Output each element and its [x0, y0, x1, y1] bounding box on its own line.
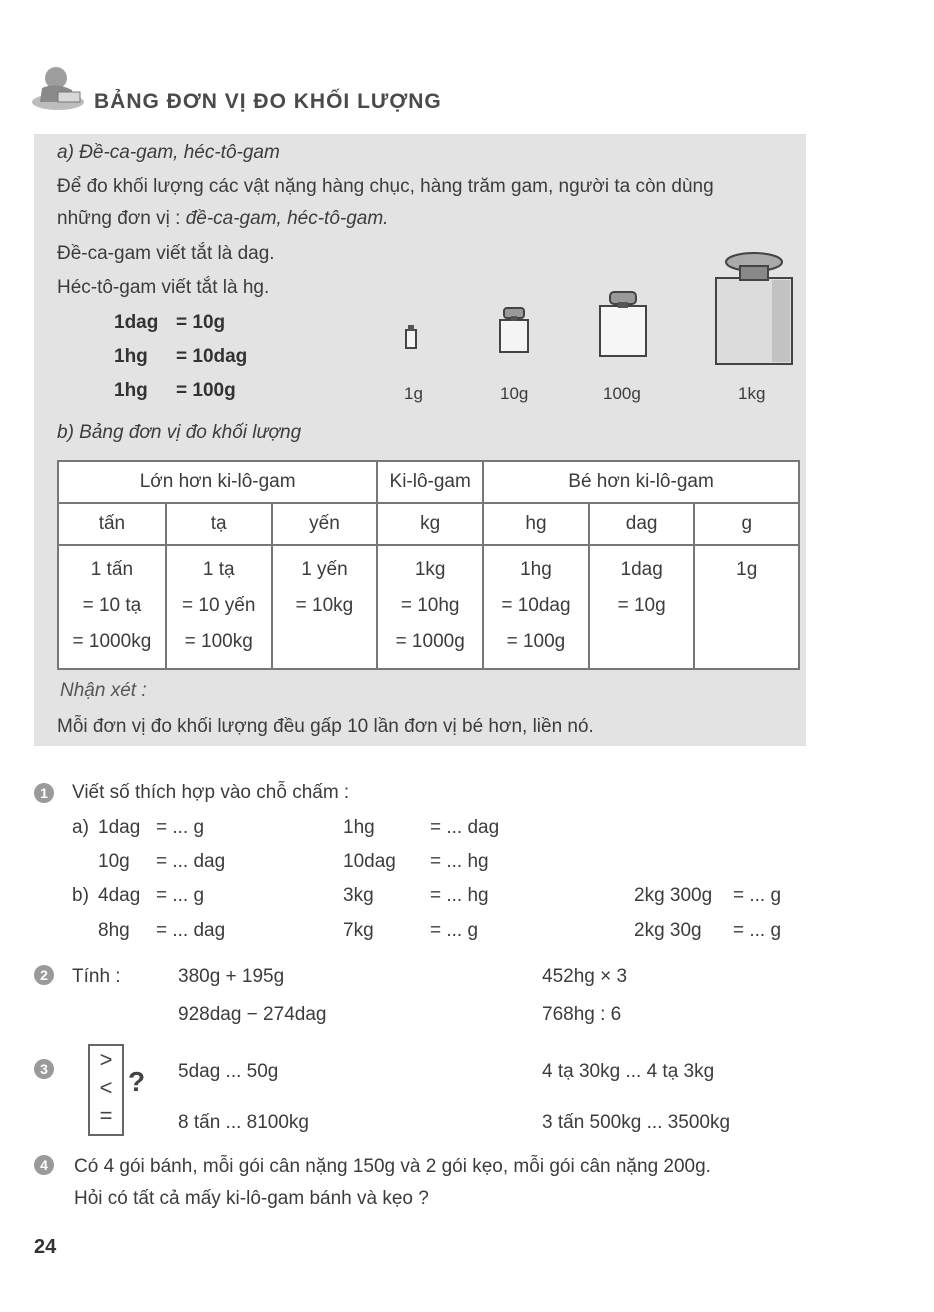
unit-header-ta: tạ [166, 503, 272, 545]
unit-values-tan [58, 545, 166, 669]
ex1-a-r2-c3: 10dag [343, 851, 396, 872]
ex1-b-r2-c4: = ... g [430, 920, 479, 941]
part-a-heading: a) Đề-ca-gam, héc-tô-gam [57, 142, 280, 163]
lesson-title: BẢNG ĐƠN VỊ ĐO KHỐI LƯỢNG [94, 90, 442, 113]
ex1-b-r1-c5: 2kg 300g [634, 885, 713, 906]
unit-values-ta [166, 545, 272, 669]
ex3-item-2: 4 tạ 30kg ... 4 tạ 3kg [542, 1061, 715, 1082]
value-line: = 1000g [395, 631, 465, 652]
unit-header-yen: yến [272, 503, 378, 545]
value-line: = 10g [617, 595, 666, 616]
ex3-item-3: 8 tấn ... 8100kg [178, 1112, 309, 1133]
symbol-greater: > [99, 1047, 113, 1072]
ex2-item-2: 452hg × 3 [542, 966, 628, 987]
eq3-right: = 100g [176, 380, 236, 401]
note-text: Mỗi đơn vị đo khối lượng đều gấp 10 lần đơn vị bé hơn, liền nó. [57, 716, 594, 737]
group-header-smaller: Bé hơn ki-lô-gam [483, 461, 799, 503]
value-line: = 10 yến [182, 595, 256, 616]
ex4-line1: Có 4 gói bánh, mỗi gói cân nặng 150g và 2 gói kẹo, mỗi gói cân nặng 200g. [74, 1156, 711, 1177]
ex1-b-r1-c3: 3kg [343, 885, 374, 906]
line2-units: đề-ca-gam, héc-tô-gam. [185, 208, 389, 229]
value-line: = 10hg [400, 595, 460, 616]
exercise-1-prompt: Viết số thích hợp vào chỗ chấm : [72, 782, 350, 803]
ex1-b-r2-c2: = ... dag [156, 920, 226, 941]
value-line: 1hg [520, 559, 552, 580]
ex1-b-r2-c3: 7kg [343, 920, 374, 941]
ex1-b-r2-c6: = ... g [733, 920, 782, 941]
exercise-2-label: Tính : [72, 966, 121, 987]
unit-values-g [694, 545, 799, 669]
value-line: 1 tấn [90, 559, 134, 580]
page-number: 24 [34, 1236, 57, 1258]
ex1-a-r2-c1: 10g [98, 851, 130, 872]
weight-label-10g: 10g [500, 384, 529, 403]
ex1-a-r2-c2: = ... dag [156, 851, 226, 872]
question-mark: ? [128, 1066, 146, 1097]
ex4-line2: Hỏi có tất cả mấy ki-lô-gam bánh và kẹo ? [74, 1188, 429, 1209]
part-a-line3: Đề-ca-gam viết tắt là dag. [57, 243, 275, 264]
ex2-item-4: 768hg : 6 [542, 1004, 622, 1025]
reading-child-icon [28, 62, 88, 112]
part-a-line4: Héc-tô-gam viết tắt là hg. [57, 277, 270, 298]
eq1-right: = 10g [176, 312, 226, 333]
weight-1g-icon [406, 325, 416, 348]
part-a-line2 [57, 208, 388, 230]
ex1-b-r1-c1: 4dag [98, 885, 141, 906]
ex1-b-r1-c6: = ... g [733, 885, 782, 906]
unit-header-g: g [694, 503, 799, 545]
ex1-a-r2-c4: = ... hg [430, 851, 489, 872]
value-line: = 10 tạ [82, 595, 142, 616]
part-b-heading: b) Bảng đơn vị đo khối lượng [57, 422, 302, 443]
weights-illustration [380, 248, 800, 408]
part-a-line1: Để đo khối lượng các vật nặng hàng chục, hàng trăm gam, người ta còn dùng [57, 176, 714, 197]
mass-units-table [57, 460, 800, 670]
group-header-larger: Lớn hơn ki-lô-gam [58, 461, 377, 503]
ex2-item-1: 380g + 195g [178, 966, 285, 987]
ex1-b-r2-c5: 2kg 30g [634, 920, 702, 941]
unit-values-hg [483, 545, 589, 669]
exercise-2-number: 2 [34, 965, 54, 985]
value-line: 1dag [620, 559, 663, 580]
value-line: 1g [736, 559, 758, 580]
line2-prefix: những đơn vị : [57, 208, 186, 229]
symbol-equal: = [99, 1103, 113, 1128]
ex1-a-label: a) [72, 817, 89, 838]
ex1-b-r1-c4: = ... hg [430, 885, 489, 906]
ex1-b-r2-c1: 8hg [98, 920, 130, 941]
value-line: 1 yến [301, 559, 348, 580]
eq3-left: 1hg [114, 380, 148, 401]
ex1-b-r1-c2: = ... g [156, 885, 205, 906]
weight-10g-icon [500, 308, 528, 352]
unit-header-hg: hg [483, 503, 589, 545]
symbol-less: < [99, 1075, 113, 1100]
unit-values-yen [272, 545, 378, 669]
exercise-3-number: 3 [34, 1059, 54, 1079]
unit-header-kg: kg [377, 503, 483, 545]
weight-label-1kg: 1kg [738, 384, 766, 403]
value-line: 1kg [414, 559, 446, 580]
weight-label-1g: 1g [404, 384, 423, 403]
value-line: 1 tạ [202, 559, 235, 580]
value-line: = 10kg [295, 595, 354, 616]
ex1-a-r1-c2: = ... g [156, 817, 205, 838]
eq2-left: 1hg [114, 346, 148, 367]
eq2-right: = 10dag [176, 346, 248, 367]
exercise-1-number: 1 [34, 783, 54, 803]
note-label: Nhận xét : [60, 680, 147, 701]
weight-label-100g: 100g [603, 384, 641, 403]
value-line: = 100g [506, 631, 566, 652]
unit-header-tan: tấn [58, 503, 166, 545]
ex1-b-label: b) [72, 885, 89, 906]
ex1-a-r1-c4: = ... dag [430, 817, 500, 838]
weight-1kg-icon [716, 253, 792, 364]
unit-values-dag [589, 545, 695, 669]
ex1-a-r1-c3: 1hg [343, 817, 375, 838]
weight-100g-icon [600, 292, 646, 356]
unit-header-dag: dag [589, 503, 695, 545]
value-line: = 100kg [184, 631, 253, 652]
exercise-4-number: 4 [34, 1155, 54, 1175]
value-line: = 10dag [501, 595, 571, 616]
ex3-item-1: 5dag ... 50g [178, 1061, 279, 1082]
group-header-kg: Ki-lô-gam [377, 461, 483, 503]
ex2-item-3: 928dag − 274dag [178, 1004, 327, 1025]
ex3-item-4: 3 tấn 500kg ... 3500kg [542, 1112, 731, 1133]
unit-values-kg [377, 545, 483, 669]
eq1-left: 1dag [114, 312, 159, 333]
comparison-symbols-box [88, 1044, 124, 1136]
value-line: = 1000kg [72, 631, 152, 652]
ex1-a-r1-c1: 1dag [98, 817, 141, 838]
